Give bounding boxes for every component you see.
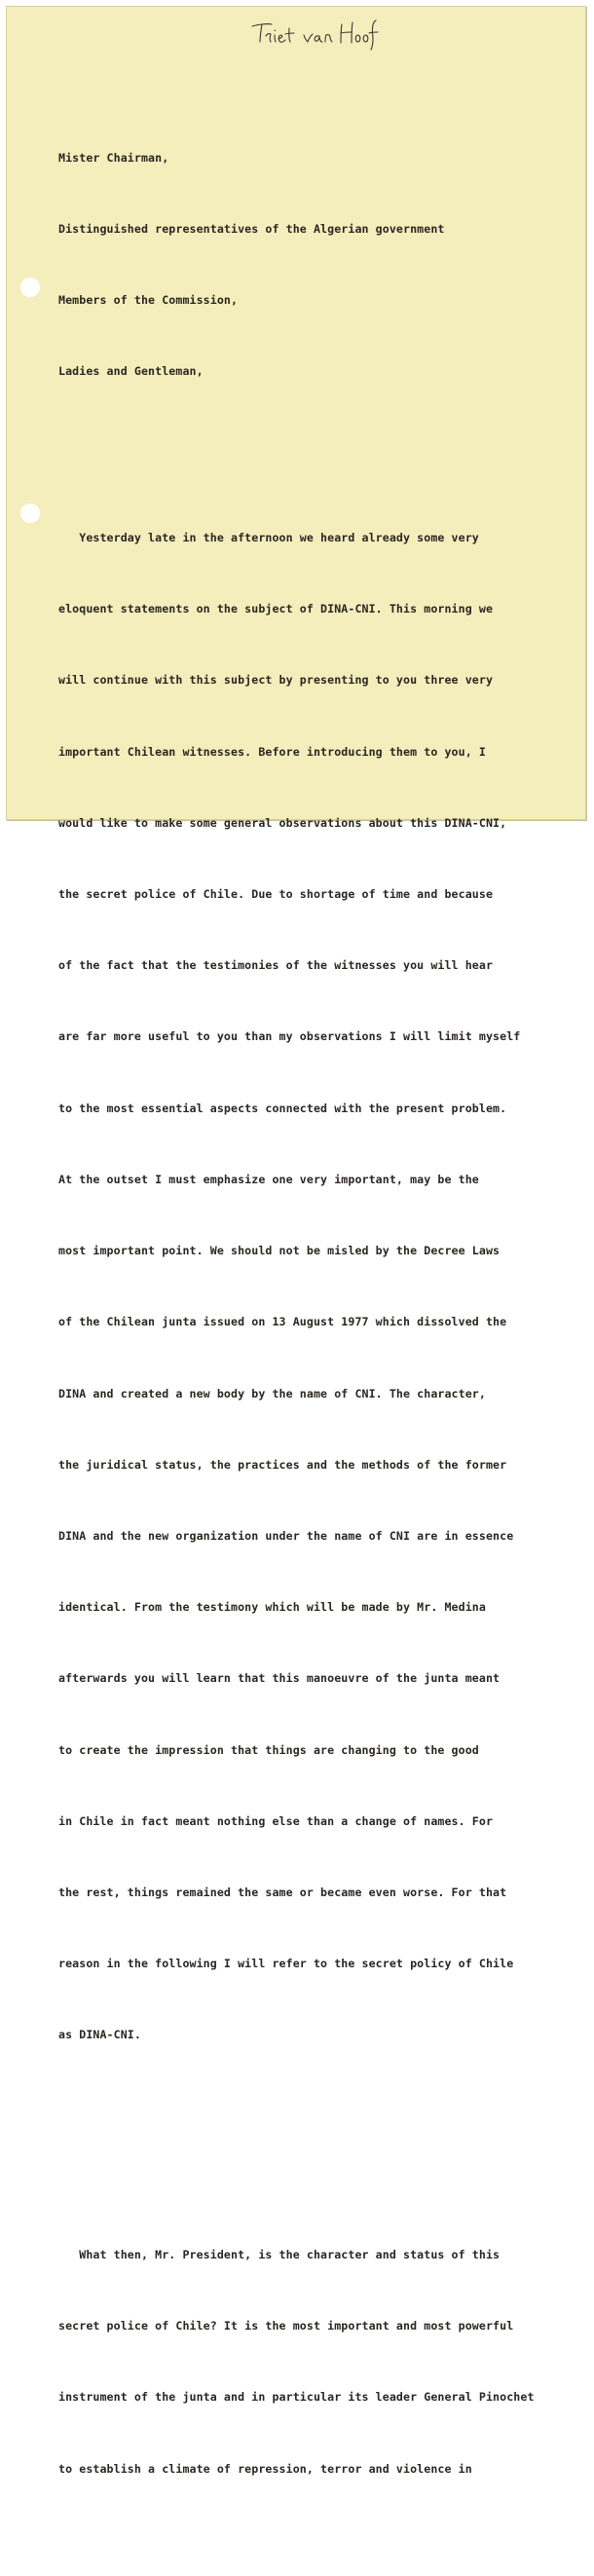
text-line: What then, Mr. President, is the character and status of this [58, 2247, 501, 2261]
text-line: to the most essential aspects connected with the present problem. [58, 1101, 507, 1115]
text-line: Yesterday late in the afternoon we heard already some very [58, 531, 479, 545]
signature-drawing [248, 17, 385, 52]
text-line: important Chilean witnesses. Before introducing them to you, I [58, 744, 486, 759]
text-line: most important point. We should not be misled by the Decree Laws [58, 1244, 501, 1258]
text-line: as DINA-CNI. [58, 2028, 141, 2042]
text-line: instrument of the junta and in particular its leader General Pinochet [58, 2390, 535, 2405]
text-line: DINA and the new organization under the name of CNI are in essence [58, 1528, 514, 1543]
text-line: reason in the following I will refer to the secret policy of Chile [58, 1957, 514, 1971]
text-line: the rest, things remained the same or became even worse. For that [58, 1885, 507, 1899]
paragraph-1 [58, 478, 565, 2094]
text-line: in Chile in fact meant nothing else than a change of names. For [58, 1813, 494, 1828]
text-line: will continue with this subject by presenting to you three very [58, 673, 494, 688]
punch-hole [20, 278, 40, 297]
text-line: to create the impression that things are changing to the good [58, 1742, 479, 1757]
salutation-line: Distinguished representatives of the Algerian government [58, 221, 445, 236]
text-line: of the Chilean junta issued on 13 August 1977 which dissolved the [58, 1315, 507, 1329]
text-line: would like to make some general observations about this DINA-CNI, [58, 815, 507, 830]
text-line: At the outset I must emphasize one very important, may be the [58, 1172, 479, 1186]
text-line: afterwards you will learn that this manoeuvre of the junta meant [58, 1671, 501, 1686]
text-line: the juridical status, the practices and the methods of the former [58, 1457, 507, 1472]
salutation-line: Mister Chairman, [58, 150, 169, 165]
document-body [58, 51, 565, 2576]
salutation-line: Ladies and Gentleman, [58, 364, 204, 379]
text-line: are far more useful to you than my observations I will limit myself [58, 1029, 521, 1044]
text-line: of the fact that the testimonies of the witnesses you will hear [58, 958, 494, 973]
paragraph-gap [58, 2142, 565, 2147]
text-line: DINA and created a new body by the name of CNI. The character, [58, 1386, 486, 1400]
text-line: the secret police of Chile. Due to shortage of time and because [58, 887, 494, 902]
text-line: to establish a climate of repression, terror and violence in [58, 2461, 472, 2476]
punch-hole [20, 504, 40, 523]
handwritten-signature [248, 17, 385, 52]
salutation-line: Members of the Commission, [58, 293, 239, 308]
salutation-block [58, 98, 565, 431]
paragraph-2 [58, 2195, 565, 2528]
text-line: identical. From the testimony which will be made by Mr. Medina [58, 1600, 486, 1615]
text-line: eloquent statements on the subject of DINA-CNI. This morning we [58, 602, 494, 616]
text-line: secret police of Chile? It is the most important and most powerful [58, 2319, 514, 2333]
